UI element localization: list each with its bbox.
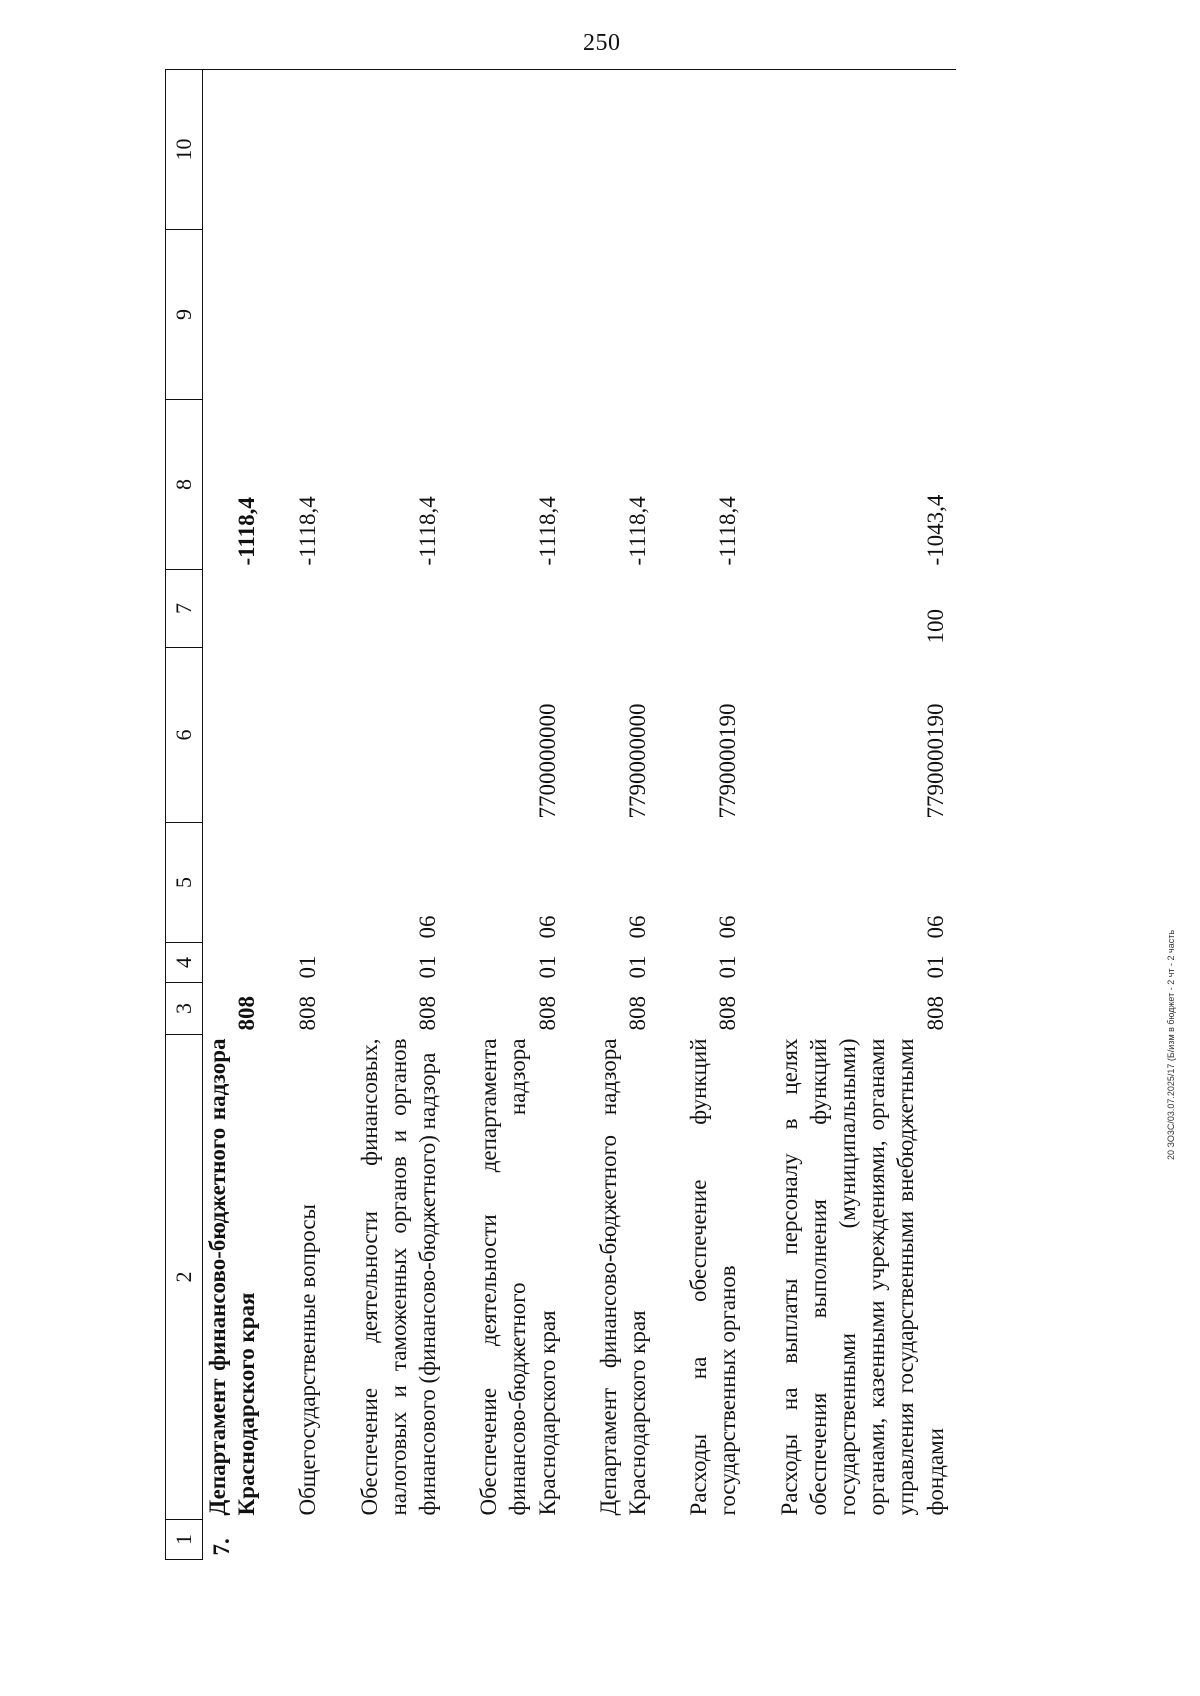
column-header: 1 [166, 1520, 203, 1560]
cell-c9 [684, 230, 748, 400]
cell-c9 [775, 230, 956, 400]
cell-c9 [355, 230, 449, 400]
column-header: 7 [166, 570, 203, 648]
table-row [474, 70, 568, 1560]
cell-c6: 7790000000 [625, 703, 651, 819]
cell-c4: 01 [715, 955, 741, 979]
row-gap [329, 70, 355, 1560]
column-header: 5 [166, 823, 203, 943]
cell-c5: 06 [922, 915, 948, 939]
row-gap [448, 70, 474, 1560]
cell-c9 [474, 230, 568, 400]
row-name: Обеспечение деятельности финансовых, налоговых и таможенных органов и органов финансового (финансово-бюджетного) надзора [356, 1038, 441, 1516]
row-name: Расходы на обеспечение функций государственных органов [686, 1038, 741, 1516]
cell-c3: 808 [715, 996, 741, 1031]
table-row [293, 70, 328, 1560]
cell-c7 [684, 570, 748, 648]
cell-c10 [293, 70, 328, 230]
table-header-row [166, 70, 203, 1560]
row-name: Расходы на выплаты персоналу в целях обеспечения выполнения функций государственными (муниципальными) органами, казенными учреждениями, органами управления государственными внебюджетными фондами [776, 1038, 948, 1516]
cell-c7 [474, 570, 568, 648]
row-gap [267, 70, 293, 1560]
cell-c5 [203, 823, 268, 943]
cell-c8: -1118,4 [715, 496, 741, 566]
cell-c3: 808 [415, 996, 441, 1031]
cell-c10 [203, 70, 268, 230]
page-number: 250 [583, 30, 621, 56]
row-number: 7. [209, 1538, 234, 1556]
cell-c4: 01 [922, 955, 948, 979]
column-header: 4 [166, 943, 203, 983]
cell-c3: 808 [295, 996, 321, 1031]
cell-c10 [684, 70, 748, 230]
cell-c8: -1118,4 [534, 496, 560, 566]
cell-c10 [355, 70, 449, 230]
row-name: Департамент финансово-бюджетного надзора Краснодарского края [205, 1038, 260, 1516]
table-row [355, 70, 449, 1560]
row-name: Департамент финансово-бюджетного надзора Краснодарского края [595, 1038, 651, 1516]
cell-c3: 808 [234, 996, 260, 1031]
cell-c6: 7790000190 [922, 703, 948, 819]
table-row [594, 70, 658, 1560]
cell-c5: 06 [625, 915, 651, 939]
column-header: 8 [166, 400, 203, 570]
cell-c4: 01 [625, 955, 651, 979]
cell-c4: 01 [534, 955, 560, 979]
column-header: 6 [166, 648, 203, 823]
cell-c7 [594, 570, 658, 648]
cell-c8: -1118,4 [625, 496, 651, 566]
table-row [775, 70, 956, 1560]
cell-c5: 06 [534, 915, 560, 939]
cell-c8: -1118,4 [295, 496, 321, 566]
cell-c6: 7790000190 [715, 703, 741, 819]
cell-c3: 808 [625, 996, 651, 1031]
column-header: 3 [166, 983, 203, 1035]
row-number [474, 1520, 568, 1560]
table-row [203, 70, 268, 1560]
budget-table-sheet [165, 70, 1065, 1560]
budget-table [165, 69, 956, 1560]
cell-c10 [594, 70, 658, 230]
row-number [775, 1520, 956, 1560]
cell-c6 [293, 648, 328, 823]
cell-c9 [594, 230, 658, 400]
cell-c6 [203, 648, 268, 823]
cell-c4 [203, 943, 268, 983]
cell-c9 [203, 230, 268, 400]
cell-c3: 808 [534, 996, 560, 1031]
cell-c7 [203, 570, 268, 648]
cell-c4: 01 [415, 955, 441, 979]
row-number [293, 1520, 328, 1560]
cell-c5: 06 [715, 915, 741, 939]
cell-c5 [293, 823, 328, 943]
column-header: 10 [166, 70, 203, 230]
row-number [594, 1520, 658, 1560]
row-gap [749, 70, 775, 1560]
cell-c8: -1118,4 [415, 496, 441, 566]
cell-c6: 7700000000 [534, 703, 560, 819]
cell-c10 [775, 70, 956, 230]
table-row [684, 70, 748, 1560]
row-name: Обеспечение деятельности департамента финансово-бюджетного надзора Краснодарского края [476, 1038, 560, 1516]
footer-note: 20 ЗО3С/03.07.2025/17 (Б/изм в бюджет - 2 чт - 2 часть [1166, 929, 1176, 1160]
cell-c7 [293, 570, 328, 648]
column-header: 2 [166, 1035, 203, 1520]
row-number [355, 1520, 449, 1560]
cell-c6 [355, 648, 449, 823]
column-header: 9 [166, 230, 203, 400]
cell-c5: 06 [415, 915, 441, 939]
cell-c7: 100 [922, 609, 948, 644]
cell-c3: 808 [922, 996, 948, 1031]
row-name: Общегосударственные вопросы [295, 1204, 321, 1516]
cell-c10 [474, 70, 568, 230]
cell-c4: 01 [295, 955, 321, 979]
row-number [684, 1520, 748, 1560]
cell-c8: -1043,4 [922, 494, 948, 566]
row-gap [658, 70, 684, 1560]
cell-c8: -1118,4 [234, 497, 260, 566]
cell-c7 [355, 570, 449, 648]
cell-c9 [293, 230, 328, 400]
row-gap [568, 70, 594, 1560]
